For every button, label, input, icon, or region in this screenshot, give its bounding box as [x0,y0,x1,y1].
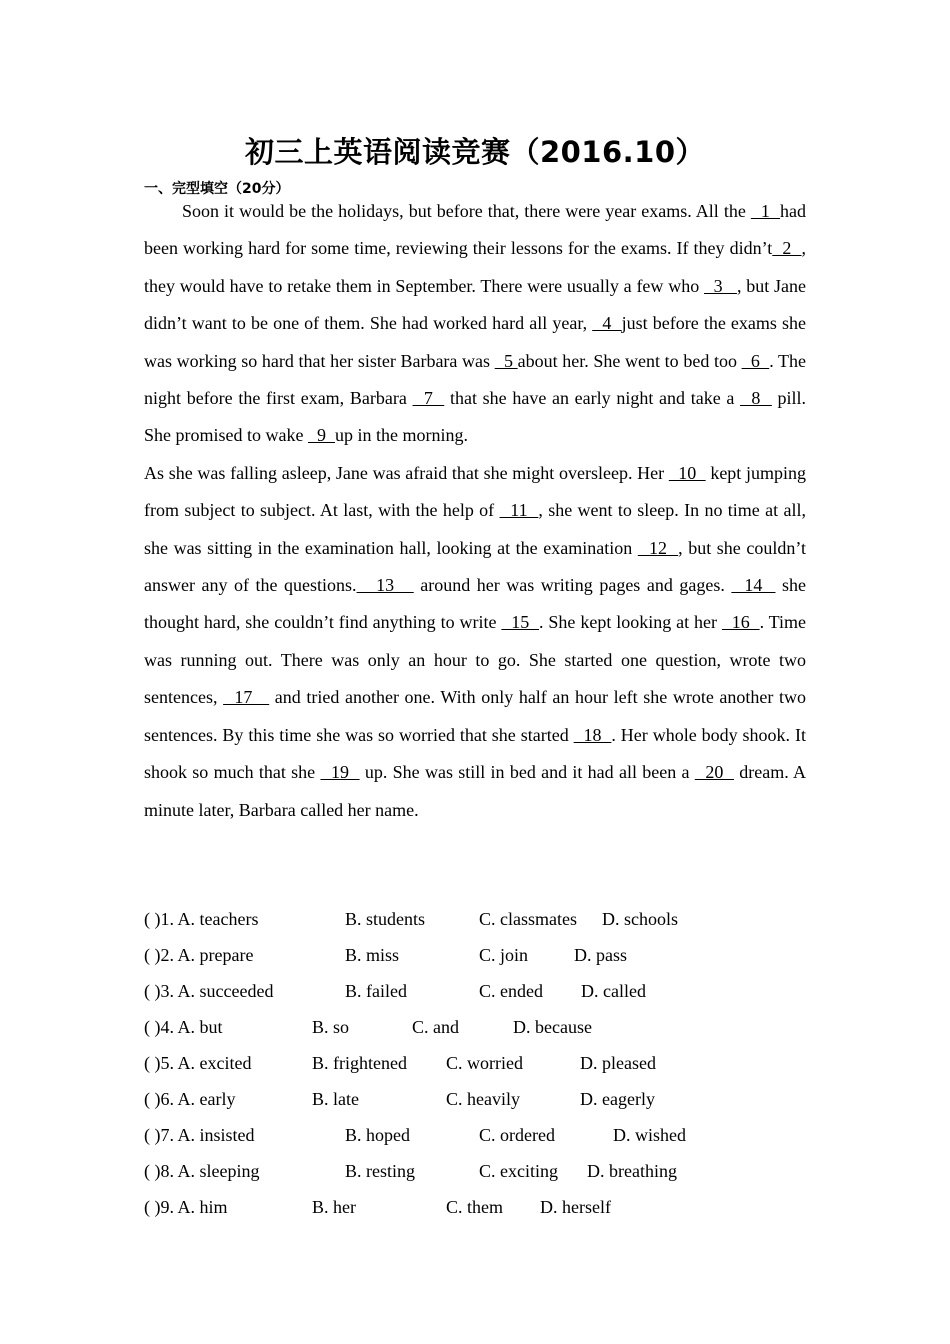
answer-blank: 5 [494,350,518,371]
answer-blank: 2 [772,238,802,259]
cloze-passage [144,193,806,829]
option-choice: B. failed [345,981,407,1001]
passage-paragraph-1 [144,193,806,455]
passage-text: , but she couldn’t answer any of the questions. [144,537,807,596]
question-row [144,1083,824,1119]
answer-blank: 20 [694,762,734,783]
answer-blank: 4 [592,313,622,334]
option-choice: D. pleased [580,1053,656,1073]
option-choice: B. so [312,1017,350,1037]
passage-text: kept jumping from subject to subject. At last, with the help of [144,462,807,521]
option-choice: C. them [446,1197,503,1217]
question-row [144,939,824,975]
passage-text: , but Jane didn’t want to be one of them. She had worked hard all year, [144,275,806,334]
passage-text: up. She was still in bed and it had all been a [359,762,695,783]
question-lead: ( )4. A. but [144,1017,223,1037]
option-choice: B. miss [345,945,400,965]
option-choice: C. heavily [446,1089,520,1109]
option-choice: C. join [479,945,529,965]
answer-blank: 15 [501,612,540,633]
answer-blank: 14 [731,575,776,596]
option-choice: D. called [581,981,646,1001]
option-choice: B. students [345,909,426,929]
answer-blank: 17 [223,687,270,708]
answer-blank: 18 [573,724,612,745]
option-choice: D. pass [574,945,627,965]
passage-text: As she was falling asleep, Jane was afraid that she might oversleep. Her [144,462,669,483]
option-choice: D. herself [540,1197,611,1217]
passage-text: that she have an early night and take a [444,388,741,409]
passage-text: just before the exams she was working so hard that her sister Barbara was [144,313,807,371]
option-choice: C. ordered [479,1125,555,1145]
option-choice: B. resting [345,1161,415,1181]
answer-blank: 9 [307,425,335,446]
answer-blank: 3 [704,275,737,296]
option-choice: C. ended [479,981,543,1001]
option-choice: C. exciting [479,1161,558,1181]
option-choice: B. late [312,1089,359,1109]
answer-blank: 1 [750,201,780,221]
answer-blank: 19 [320,762,360,783]
passage-text: . Her whole body shook. It shook so much that she [144,724,806,783]
passage-text: , she went to sleep. In no time at all, she was sitting in the examination hall, looking at the examination [144,500,806,558]
answer-blank: 13 [356,575,414,596]
passage-text: had been working hard for some time, reviewing their lessons for the exams. If they didn’t [144,201,806,259]
option-choice: B. her [312,1197,356,1217]
answer-blank: 10 [668,462,706,483]
page-title: 初三上英语阅读竞赛（2016.10） [244,135,706,169]
option-choice: D. schools [602,909,678,929]
question-options-list [144,903,824,1227]
answer-blank: 12 [637,537,679,558]
passage-text: pill. She promised to wake [144,388,806,446]
option-choice: C. worried [446,1053,523,1073]
question-lead: ( )2. A. prepare [144,945,254,965]
passage-paragraph-2 [144,455,806,829]
passage-text: dream. A minute later, Barbara called her name. [144,762,806,820]
option-choice: D. because [513,1017,592,1037]
option-choice: C. and [412,1017,459,1037]
question-row [144,1011,824,1047]
passage-text: . Time was running out. There was only an hour to go. She started one question, wrote two sentences, [144,612,807,708]
question-row [144,975,824,1011]
answer-blank: 16 [721,612,760,633]
passage-text: up in the morning. [334,425,468,446]
answer-blank: 11 [499,500,539,521]
passage-text: , they would have to retake them in September. There were usually a few who [144,238,806,296]
option-choice: B. frightened [312,1053,407,1073]
answer-blank: 6 [741,350,770,371]
option-choice: D. wished [613,1125,686,1145]
question-row [144,1047,824,1083]
question-lead: ( )3. A. succeeded [144,981,274,1001]
passage-text: Soon it would be the holidays, but before that, there were year exams. All the [182,201,751,221]
answer-blank: 7 [412,388,445,409]
passage-text: around her was writing pages and gages. [413,575,732,596]
option-choice: D. eagerly [580,1089,655,1109]
passage-text: about her. She went to bed too [517,350,742,371]
question-lead: ( )9. A. him [144,1197,228,1217]
question-lead: ( )7. A. insisted [144,1125,255,1145]
passage-text: . The night before the first exam, Barbara [144,350,806,409]
option-choice: B. hoped [345,1125,410,1145]
option-choice: C. classmates [479,909,577,929]
passage-text: she thought hard, she couldn’t find anything to write [144,575,807,633]
question-row [144,903,824,939]
section-heading: 一、完型填空（20分） [144,181,290,197]
question-row [144,1155,824,1191]
option-choice: D. breathing [587,1161,677,1181]
passage-text: and tried another one. With only half an hour left she wrote another two sentences. By this time she was so worried that she started [144,687,807,745]
question-lead: ( )8. A. sleeping [144,1161,260,1181]
passage-text: . She kept looking at her [539,612,722,633]
question-lead: ( )6. A. early [144,1089,236,1109]
answer-blank: 8 [740,388,772,409]
question-lead: ( )1. A. teachers [144,909,259,929]
question-row [144,1119,824,1155]
question-row [144,1191,824,1227]
question-lead: ( )5. A. excited [144,1053,252,1073]
